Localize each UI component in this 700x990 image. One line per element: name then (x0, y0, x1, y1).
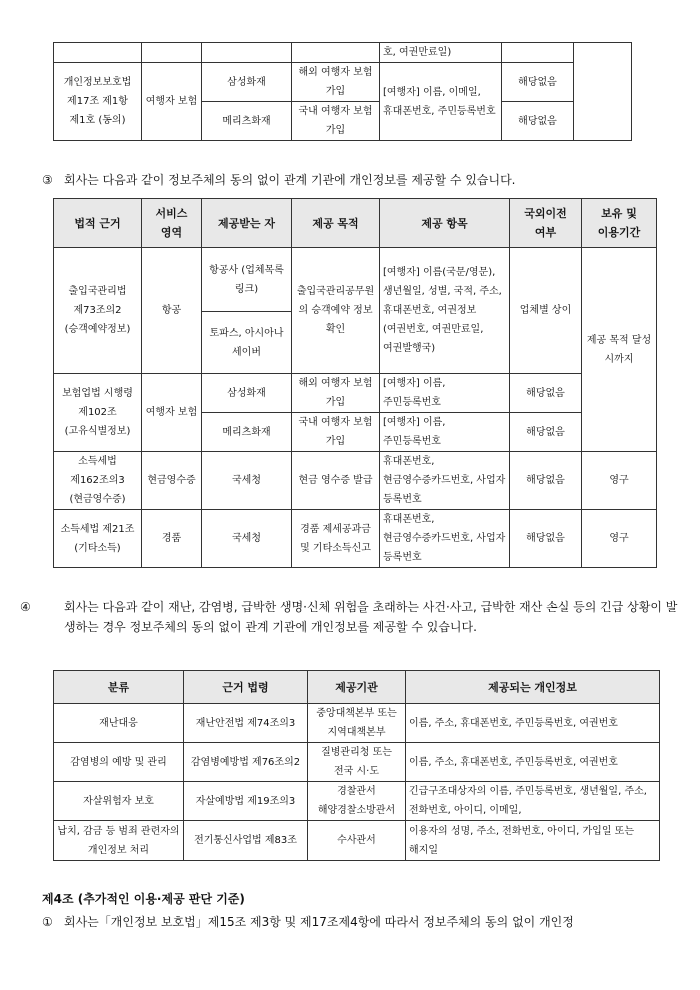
clause-number: ① (42, 915, 53, 929)
table-header-row (54, 199, 657, 248)
law-cell: 전기통신사업법 제83조 (184, 821, 308, 861)
header-info: 제공되는 개인정보 (406, 671, 660, 704)
table-header-row (54, 671, 660, 704)
header-recipient: 제공받는 자 (202, 199, 292, 248)
basis-cell: 보험업법 시행령 제102조 (고유식별정보) (54, 374, 142, 452)
agency-cell: 수사관서 (308, 821, 406, 861)
items-cell: [여행자] 이름, 이메일, 휴대폰번호, 주민등록번호 (380, 63, 502, 141)
clause-text: 회사는 다음과 같이 재난, 감염병, 급박한 생명·신체 위험을 초래하는 사건·사고, 급박한 재산 손실 등의 긴급 상황이 발생하는 경우 정보주체의 동의 없이 관계 기관에 개인정보를 제공할 수 있습니다. (64, 600, 678, 634)
header-items: 제공 항목 (380, 199, 510, 248)
law-cell: 감염병예방법 제76조의2 (184, 743, 308, 782)
items-cell: 호, 여권만료일) (380, 43, 502, 63)
header-transfer: 국외이전 여부 (510, 199, 582, 248)
header-category: 분류 (54, 671, 184, 704)
consent-provision-table-continued (53, 42, 632, 141)
recipient-cell: 국세청 (202, 510, 292, 568)
retention-cell (574, 43, 632, 141)
transfer-cell: 해당없음 (510, 510, 582, 568)
items-cell: [여행자] 이름, 주민등록번호 (380, 374, 510, 413)
items-cell: [여행자] 이름(국문/영문), 생년월일, 성별, 국적, 주소, 휴대폰번호, 여권정보(여권번호, 여권만료일, 여권발행국) (380, 248, 510, 374)
items-cell: 휴대폰번호, 현금영수증카드번호, 사업자 등록번호 (380, 452, 510, 510)
category-cell: 감염병의 예방 및 관리 (54, 743, 184, 782)
info-cell: 이름, 주소, 휴대폰번호, 주민등록번호, 여권번호 (406, 704, 660, 743)
purpose-cell: 출입국관리공무원의 승객예약 정보 확인 (292, 248, 380, 374)
purpose-cell: 해외 여행자 보험 가입 (292, 374, 380, 413)
recipient-cell: 국세청 (202, 452, 292, 510)
retention-cell: 영구 (582, 452, 657, 510)
clause-text: 회사는「개인정보 보호법」제15조 제3항 및 제17조제4항에 따라서 정보주체의 동의 없이 개인정 (64, 915, 574, 929)
service-cell: 항공 (142, 248, 202, 374)
retention-cell: 영구 (582, 510, 657, 568)
category-cell: 재난대응 (54, 704, 184, 743)
info-cell: 이름, 주소, 휴대폰번호, 주민등록번호, 여권번호 (406, 743, 660, 782)
service-cell: 경품 (142, 510, 202, 568)
basis-cell: 소득세법 제162조의3 (현금영수증) (54, 452, 142, 510)
agency-cell: 중앙대책본부 또는 지역대책본부 (308, 704, 406, 743)
header-basis: 법적 근거 (54, 199, 142, 248)
transfer-cell: 해당없음 (502, 63, 574, 102)
table-row (54, 510, 657, 568)
purpose-cell: 현금 영수증 발급 (292, 452, 380, 510)
table-row (54, 704, 660, 743)
transfer-cell: 업체별 상이 (510, 248, 582, 374)
info-cell: 이용자의 성명, 주소, 전화번호, 아이디, 가입일 또는 해지일 (406, 821, 660, 861)
basis-cell: 소득세법 제21조 (기타소득) (54, 510, 142, 568)
basis-cell: 출입국관리법 제73조의2 (승객예약정보) (54, 248, 142, 374)
purpose-cell: 국내 여행자 보험 가입 (292, 102, 380, 141)
table-row (54, 43, 632, 63)
header-service: 서비스 영역 (142, 199, 202, 248)
recipient-cell: 삼성화재 (202, 374, 292, 413)
header-law: 근거 법령 (184, 671, 308, 704)
table-row (54, 63, 632, 102)
basis-cell: 개인정보보호법 제17조 제1항 제1호 (동의) (54, 63, 142, 141)
recipient-cell: 메리츠화재 (202, 102, 292, 141)
transfer-cell: 해당없음 (510, 374, 582, 413)
recipient-cell: 토파스, 아시아나 세이버 (202, 312, 292, 374)
law-cell: 재난안전법 제74조의3 (184, 704, 308, 743)
agency-cell: 질병관리청 또는 전국 시·도 (308, 743, 406, 782)
recipient-cell: 메리츠화재 (202, 413, 292, 452)
category-cell: 납치, 감금 등 범죄 관련자의 개인정보 처리 (54, 821, 184, 861)
clause-text: 회사는 다음과 같이 정보주체의 동의 없이 관계 기관에 개인정보를 제공할 수 있습니다. (64, 173, 516, 187)
clause-number: ③ (42, 173, 53, 187)
agency-cell: 경찰관서 해양경찰소방관서 (308, 782, 406, 821)
header-retention: 보유 및 이용기간 (582, 199, 657, 248)
purpose-cell: 경품 제세공과금 및 기타소득신고 (292, 510, 380, 568)
table-row (54, 782, 660, 821)
transfer-cell: 해당없음 (502, 102, 574, 141)
legal-provision-table (53, 198, 657, 568)
service-cell: 현금영수증 (142, 452, 202, 510)
table-row (54, 821, 660, 861)
transfer-cell: 해당없음 (510, 413, 582, 452)
recipient-cell: 삼성화재 (202, 63, 292, 102)
article-4-heading: 제4조 (추가적인 이용·제공 판단 기준) (42, 892, 245, 906)
service-cell: 여행자 보험 (142, 374, 202, 452)
transfer-cell: 해당없음 (510, 452, 582, 510)
clause-number: ④ (20, 600, 31, 614)
purpose-cell: 해외 여행자 보험 가입 (292, 63, 380, 102)
info-cell: 긴급구조대상자의 이름, 주민등록번호, 생년월일, 주소, 전화번호, 아이디, 이메일, (406, 782, 660, 821)
header-agency: 제공기관 (308, 671, 406, 704)
table-row (54, 743, 660, 782)
retention-cell: 제공 목적 달성 시까지 (582, 248, 657, 452)
header-purpose: 제공 목적 (292, 199, 380, 248)
law-cell: 자살예방법 제19조의3 (184, 782, 308, 821)
purpose-cell: 국내 여행자 보험 가입 (292, 413, 380, 452)
clause-3-paragraph (42, 170, 662, 190)
service-cell: 여행자 보험 (142, 63, 202, 141)
clause-4-paragraph (20, 597, 682, 637)
table-row (54, 374, 657, 413)
category-cell: 자살위험자 보호 (54, 782, 184, 821)
items-cell: [여행자] 이름, 주민등록번호 (380, 413, 510, 452)
recipient-cell: 항공사 (업체목록 링크) (202, 248, 292, 312)
table-row (54, 452, 657, 510)
table-row (54, 248, 657, 312)
items-cell: 휴대폰번호, 현금영수증카드번호, 사업자 등록번호 (380, 510, 510, 568)
emergency-provision-table (53, 670, 660, 861)
article-4-clause-1-paragraph (42, 912, 662, 932)
